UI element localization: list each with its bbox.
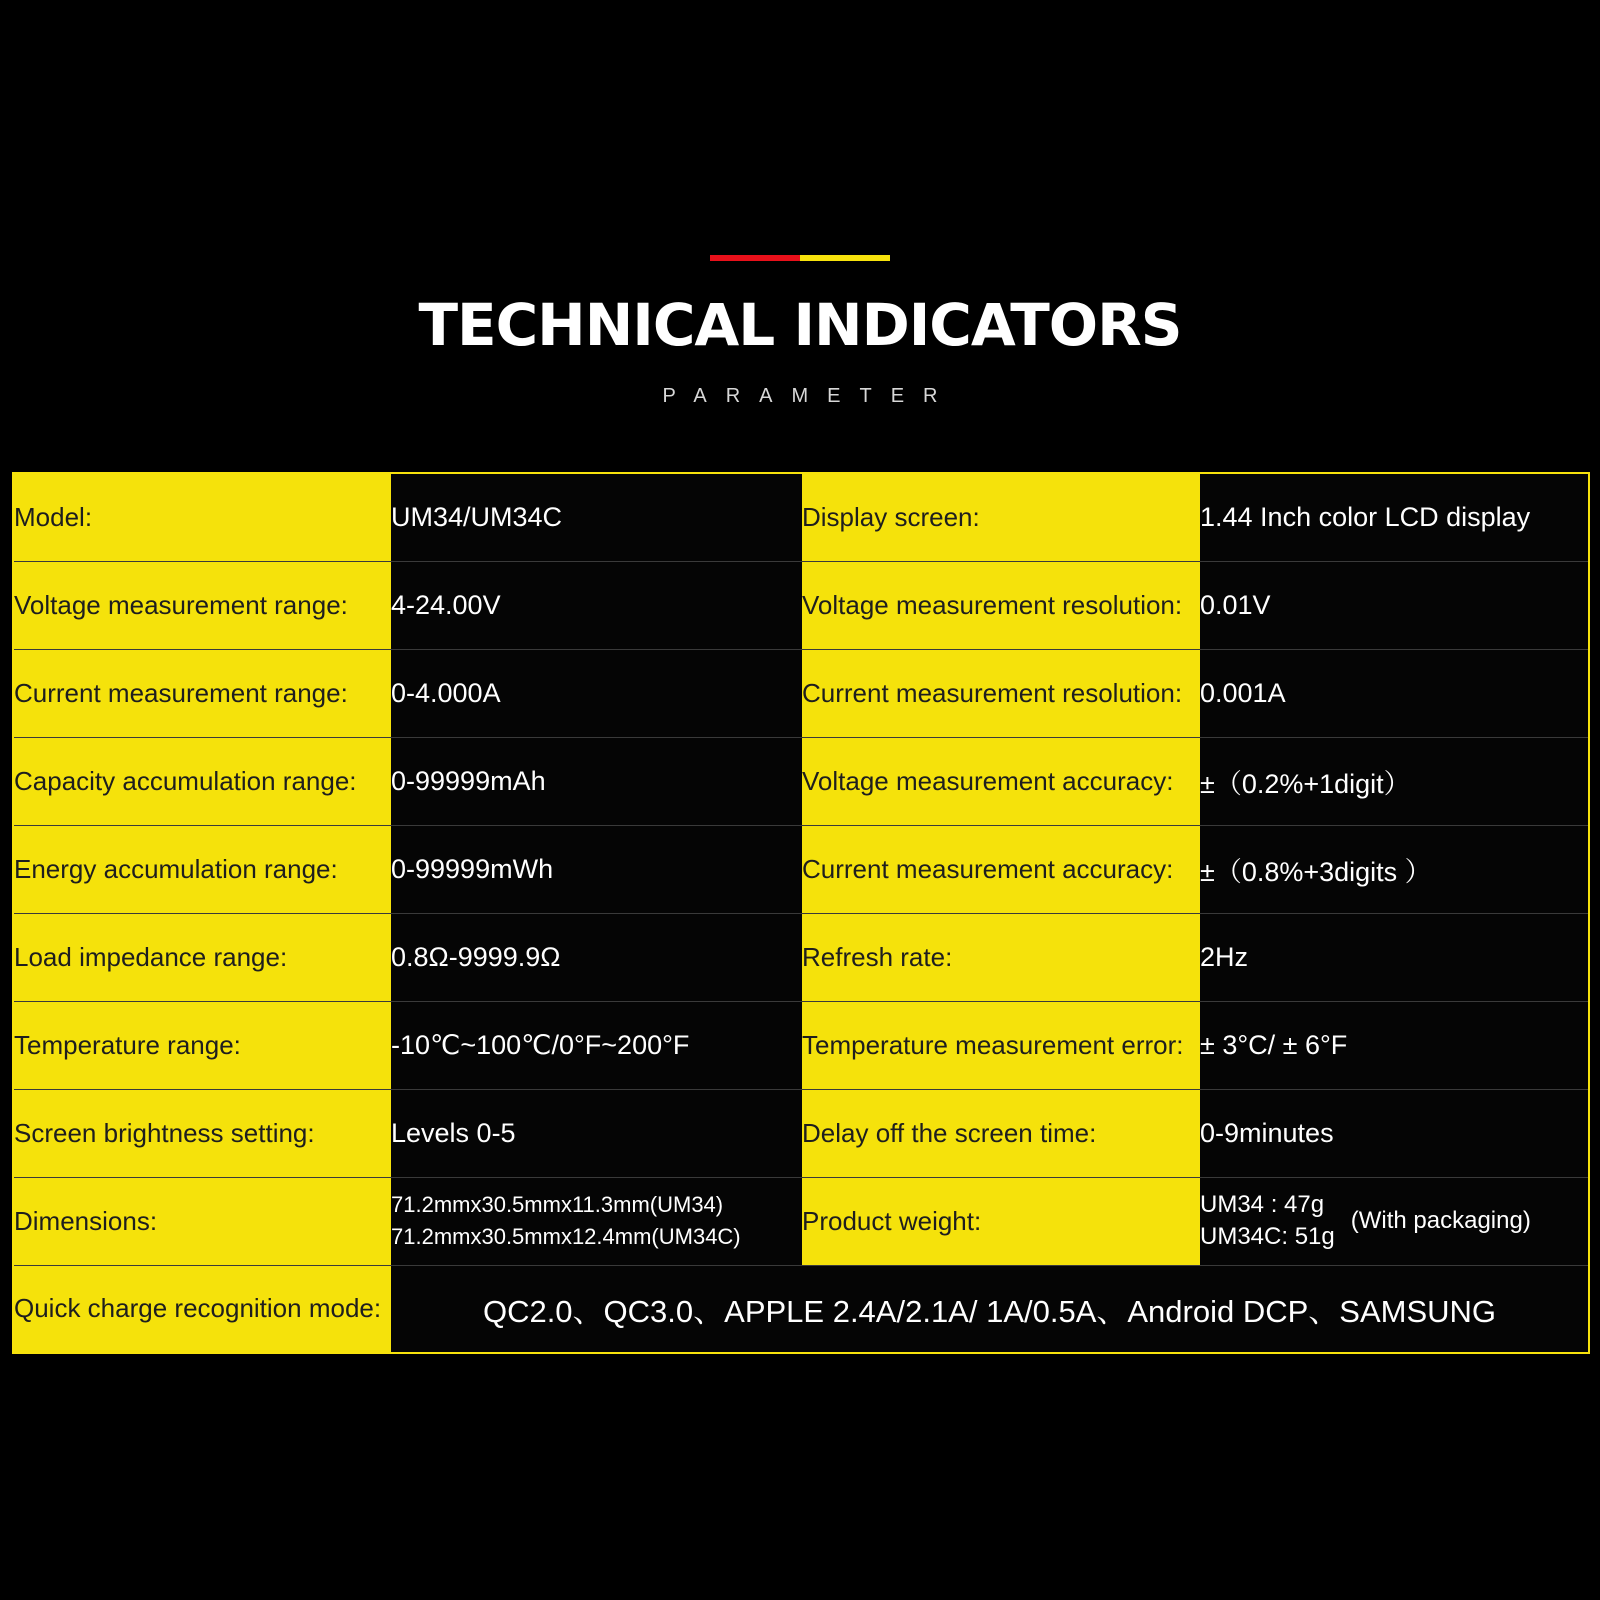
accent-red-segment xyxy=(710,255,800,261)
spec-label: Voltage measurement range: xyxy=(13,561,391,649)
table-row xyxy=(13,737,1589,825)
table-row xyxy=(13,1265,1589,1353)
page-subtitle: PARAMETER xyxy=(662,385,957,407)
spec-label: Temperature range: xyxy=(13,1001,391,1089)
spec-value: -10℃~100℃/0°F~200°F xyxy=(391,1001,802,1089)
spec-label: Current measurement resolution: xyxy=(802,649,1200,737)
spec-table xyxy=(12,472,1590,1354)
spec-label: Model: xyxy=(13,473,391,561)
spec-label: Current measurement accuracy: xyxy=(802,825,1200,913)
spec-label: Capacity accumulation range: xyxy=(13,737,391,825)
spec-value: ±（0.2%+1digit） xyxy=(1200,737,1589,825)
weight-label: Product weight: xyxy=(802,1177,1200,1265)
spec-label: Refresh rate: xyxy=(802,913,1200,1001)
spec-value: 0.001A xyxy=(1200,649,1589,737)
weight-value xyxy=(1200,1177,1589,1265)
spec-value: ±（0.8%+3digits ） xyxy=(1200,825,1589,913)
spec-value: 0-99999mWh xyxy=(391,825,802,913)
spec-label: Load impedance range: xyxy=(13,913,391,1001)
table-row xyxy=(13,1177,1589,1265)
spec-value: Levels 0-5 xyxy=(391,1089,802,1177)
spec-label: Screen brightness setting: xyxy=(13,1089,391,1177)
spec-value: 0-99999mAh xyxy=(391,737,802,825)
dimensions-label: Dimensions: xyxy=(13,1177,391,1265)
spec-label: Voltage measurement resolution: xyxy=(802,561,1200,649)
weight-lines xyxy=(1200,1189,1335,1253)
quick-charge-value: QC2.0、QC3.0、APPLE 2.4A/2.1A/ 1A/0.5A、Android DCP、SAMSUNG xyxy=(391,1265,1589,1353)
spec-label: Current measurement range: xyxy=(13,649,391,737)
table-row xyxy=(13,561,1589,649)
accent-bar xyxy=(710,255,890,261)
table-row xyxy=(13,1089,1589,1177)
table-row xyxy=(13,825,1589,913)
spec-value: 0.8Ω-9999.9Ω xyxy=(391,913,802,1001)
weight-wrap xyxy=(1200,1189,1588,1253)
page-title: TECHNICAL INDICATORS xyxy=(418,291,1182,359)
spec-label: Voltage measurement accuracy: xyxy=(802,737,1200,825)
table-row xyxy=(13,1001,1589,1089)
spec-label: Energy accumulation range: xyxy=(13,825,391,913)
spec-value: 2Hz xyxy=(1200,913,1589,1001)
accent-yellow-segment xyxy=(800,255,890,261)
weight-um34: UM34 : 47g xyxy=(1200,1191,1325,1218)
quick-charge-label: Quick charge recognition mode: xyxy=(13,1265,391,1353)
spec-value: 0-4.000A xyxy=(391,649,802,737)
table-row xyxy=(13,649,1589,737)
spec-label: Delay off the screen time: xyxy=(802,1089,1200,1177)
dimensions-value xyxy=(391,1177,802,1265)
spec-label: Temperature measurement error: xyxy=(802,1001,1200,1089)
spec-value: ± 3°C/ ± 6°F xyxy=(1200,1001,1589,1089)
table-row xyxy=(13,473,1589,561)
spec-value: 0.01V xyxy=(1200,561,1589,649)
spec-value: 4-24.00V xyxy=(391,561,802,649)
dimensions-um34: 71.2mmx30.5mmx11.3mm(UM34) xyxy=(391,1192,724,1217)
weight-note: (With packaging) xyxy=(1350,1207,1531,1234)
weight-um34c: UM34C: 51g xyxy=(1200,1223,1335,1250)
spec-value: 1.44 Inch color LCD display xyxy=(1200,473,1589,561)
spec-label: Display screen: xyxy=(802,473,1200,561)
spec-value: 0-9minutes xyxy=(1200,1089,1589,1177)
dimensions-um34c: 71.2mmx30.5mmx12.4mm(UM34C) xyxy=(391,1224,741,1249)
table-row xyxy=(13,913,1589,1001)
spec-value: UM34/UM34C xyxy=(391,473,802,561)
